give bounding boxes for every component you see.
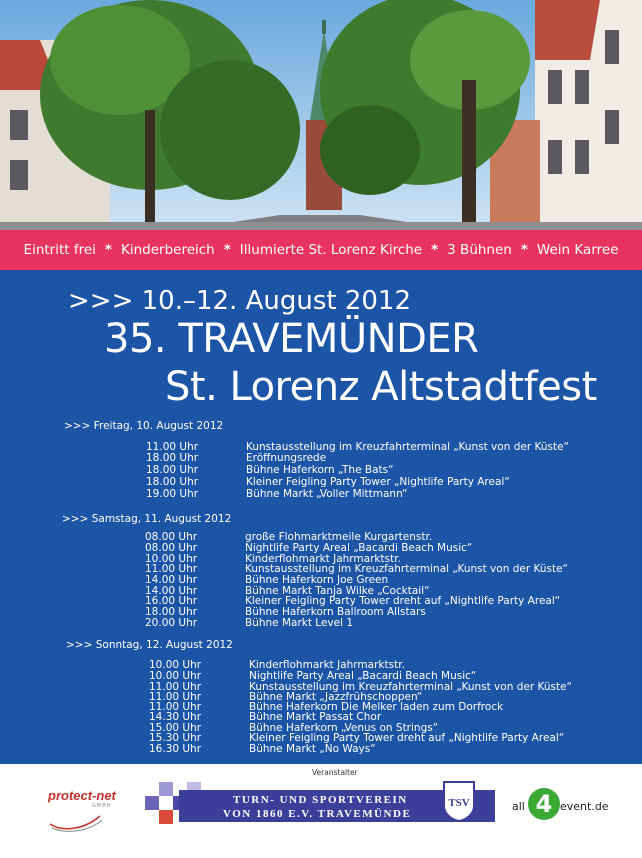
event-name: Kleiner Feigling Party Tower dreht auf „Nightlife Party Areal“: [249, 732, 565, 744]
event-subtitle: St. Lorenz Altstadtfest: [165, 364, 597, 410]
event-name: Bühne Markt „Jazzfrühschoppen“: [249, 691, 423, 703]
event-time: 08.00 Uhr: [145, 531, 198, 543]
banner-item: 3 Bühnen: [447, 242, 512, 258]
event-time: 14.30 Uhr: [149, 711, 202, 723]
event-time: 18.00 Uhr: [145, 606, 198, 618]
banner-separator: *: [104, 242, 112, 258]
event-name: Bühne Haferkorn „The Bats“: [246, 464, 394, 476]
event-title: 35. TRAVEMÜNDER: [104, 316, 479, 362]
event-time: 10.00 Uhr: [145, 553, 198, 565]
event-name: Bühne Markt Passat Chor: [249, 711, 382, 723]
event-name: Bühne Haferkorn Die Melker laden zum Dorfrock: [249, 701, 504, 713]
club-crest-text: TSV: [448, 797, 470, 809]
event-time: 11.00 Uhr: [149, 701, 202, 713]
protect-net-logo: [48, 788, 124, 828]
event-time: 14.00 Uhr: [145, 574, 198, 586]
event-name: Kleiner Feigling Party Tower „Nightlife Party Areal“: [246, 476, 510, 488]
event-time: 18.00 Uhr: [146, 464, 199, 476]
day-heading-sunday: >>> Sonntag, 12. August 2012: [66, 639, 233, 651]
header-photo: [0, 0, 642, 230]
all4event-logo: [512, 786, 607, 820]
day-heading-saturday: >>> Samstag, 11. August 2012: [62, 513, 232, 525]
club-name-line2: VON 1860 E.V. TRAVEMÜNDE: [223, 808, 412, 820]
event-time: 18.00 Uhr: [146, 452, 199, 464]
event-time: 11.00 Uhr: [149, 681, 202, 693]
program-section: [0, 270, 642, 764]
all4event-number: 4: [528, 788, 560, 820]
banner-separator: *: [223, 242, 231, 258]
event-time: 15.00 Uhr: [149, 722, 202, 734]
event-name: Kunstausstellung im Kreuzfahrterminal „Kunst von der Küste“: [246, 441, 569, 453]
all4event-prefix: all: [512, 800, 525, 813]
event-name: Bühne Markt „No Ways“: [249, 743, 376, 755]
sponsor-footer: [0, 764, 642, 858]
event-name: Kunstausstellung im Kreuzfahrterminal „Kunst von der Küste“: [249, 681, 572, 693]
event-name: Bühne Haferkorn Ballroom Allstars: [245, 606, 426, 618]
banner-item: Kinderbereich: [120, 242, 215, 258]
banner-separator: *: [520, 242, 528, 258]
event-time: 11.00 Uhr: [145, 563, 198, 575]
event-time: 14.00 Uhr: [145, 585, 198, 597]
club-crest-icon: [442, 780, 476, 822]
event-name: Bühne Markt Level 1: [245, 617, 354, 629]
event-name: Kinderflohmarkt Jahrmarktstr.: [245, 553, 401, 565]
event-name: Nightlife Party Areal „Bacardi Beach Music“: [245, 542, 473, 554]
event-name: Kinderflohmarkt Jahrmarktstr.: [249, 659, 405, 671]
event-name: Bühne Markt Tanja Wilke „Cocktail“: [245, 585, 430, 597]
event-time: 19.00 Uhr: [146, 488, 199, 500]
day-heading-friday: >>> Freitag, 10. August 2012: [64, 420, 224, 432]
banner-separator: *: [431, 242, 439, 258]
event-time: 18.00 Uhr: [146, 476, 199, 488]
event-name: Nightlife Party Areal „Bacardi Beach Music“: [249, 670, 477, 682]
event-name: Kleiner Feigling Party Tower dreht auf „Nightlife Party Areal“: [245, 595, 561, 607]
banner-item: Eintritt frei: [23, 242, 96, 258]
event-date: >>> 10.–12. August 2012: [68, 286, 412, 316]
event-time: 08.00 Uhr: [145, 542, 198, 554]
event-time: 20.00 Uhr: [145, 617, 198, 629]
organizer-label: Veranstalter: [312, 768, 358, 777]
event-time: 11.00 Uhr: [149, 691, 202, 703]
event-time: 11.00 Uhr: [146, 441, 199, 453]
banner-item: Wein Karree: [536, 242, 619, 258]
event-time: 10.00 Uhr: [149, 659, 202, 671]
event-name: Bühne Haferkorn „Venus on Strings“: [249, 722, 439, 734]
swoosh-icon: [48, 810, 104, 832]
event-name: Bühne Haferkorn Joe Green: [245, 574, 389, 586]
event-name: große Flohmarktmeile Kurgartenstr.: [245, 531, 433, 543]
protect-net-name: protect-net: [48, 788, 116, 803]
event-name: Bühne Markt „Voller Mittmann“: [246, 488, 408, 500]
event-name: Kunstausstellung im Kreuzfahrterminal „Kunst von der Küste“: [245, 563, 568, 575]
protect-net-sub: GMBH: [92, 803, 112, 809]
event-time: 15.30 Uhr: [149, 732, 202, 744]
club-name-line1: TURN- UND SPORTVEREIN: [233, 794, 408, 806]
event-time: 16.00 Uhr: [145, 595, 198, 607]
event-time: 10.00 Uhr: [149, 670, 202, 682]
club-logo: [145, 778, 495, 828]
all4event-suffix: event.de: [560, 800, 609, 813]
event-name: Eröffnungsrede: [246, 452, 327, 464]
event-time: 16.30 Uhr: [149, 743, 202, 755]
feature-banner: [0, 230, 642, 270]
banner-item: Illumierte St. Lorenz Kirche: [239, 242, 423, 258]
